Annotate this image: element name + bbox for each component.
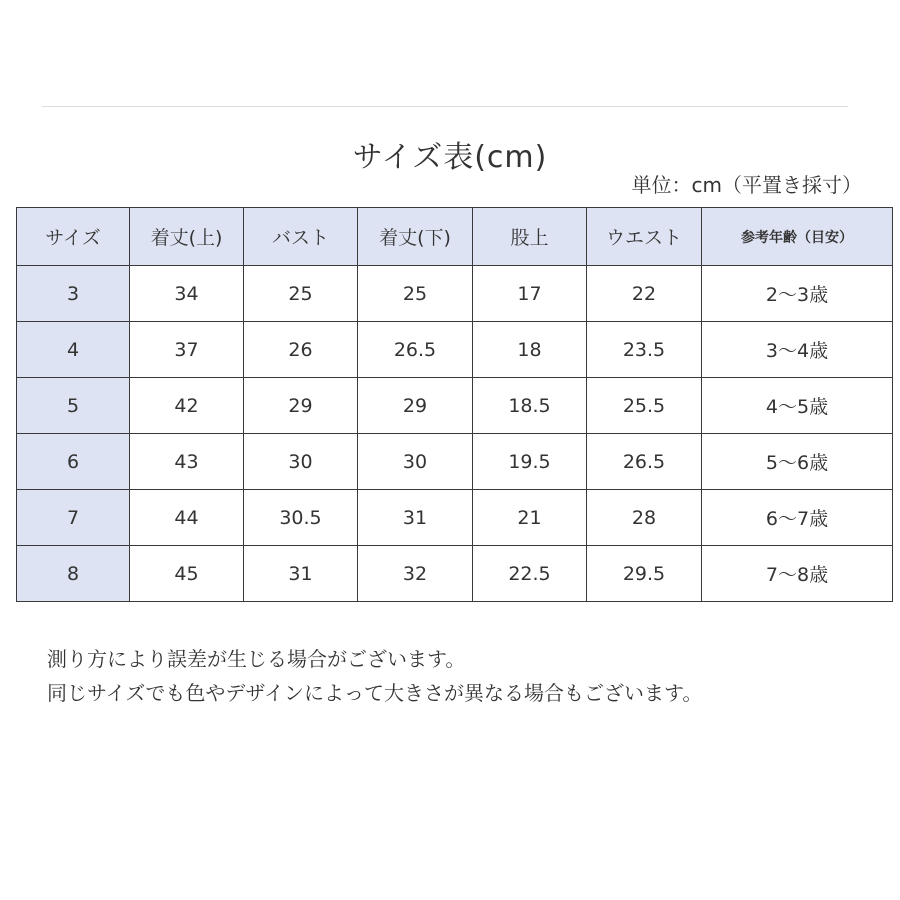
note-measurement-error: 測り方により誤差が生じる場合がございます。 bbox=[47, 647, 466, 671]
header-waist: ウエスト bbox=[587, 208, 702, 266]
table-cell: 32 bbox=[358, 546, 473, 602]
table-cell: 6～7歳 bbox=[702, 490, 893, 546]
header-bottom-length: 着丈(下) bbox=[358, 208, 473, 266]
table-cell: 37 bbox=[130, 322, 244, 378]
table-cell: 21 bbox=[473, 490, 587, 546]
table-cell: 42 bbox=[130, 378, 244, 434]
header-rise: 股上 bbox=[473, 208, 587, 266]
unit-note: 単位：cm（平置き採寸） bbox=[631, 173, 862, 197]
table-cell: 23.5 bbox=[587, 322, 702, 378]
table-row bbox=[17, 378, 893, 434]
notes bbox=[47, 642, 867, 710]
top-divider bbox=[42, 106, 848, 107]
table-cell: 29 bbox=[244, 378, 358, 434]
header-bust: バスト bbox=[244, 208, 358, 266]
header-top-length: 着丈(上) bbox=[130, 208, 244, 266]
table-cell: 31 bbox=[244, 546, 358, 602]
table-cell: 34 bbox=[130, 266, 244, 322]
table-cell: 44 bbox=[130, 490, 244, 546]
table-cell: 29.5 bbox=[587, 546, 702, 602]
table-row bbox=[17, 434, 893, 490]
table-cell: 26.5 bbox=[587, 434, 702, 490]
size-cell: 6 bbox=[17, 434, 130, 490]
table-cell: 25.5 bbox=[587, 378, 702, 434]
table-row bbox=[17, 322, 893, 378]
table-cell: 30 bbox=[244, 434, 358, 490]
table-cell: 18.5 bbox=[473, 378, 587, 434]
size-table bbox=[16, 207, 893, 602]
table-cell: 22.5 bbox=[473, 546, 587, 602]
table-cell: 45 bbox=[130, 546, 244, 602]
table-cell: 26 bbox=[244, 322, 358, 378]
header-size: サイズ bbox=[17, 208, 130, 266]
table-row bbox=[17, 490, 893, 546]
table-cell: 26.5 bbox=[358, 322, 473, 378]
size-cell: 8 bbox=[17, 546, 130, 602]
table-header-row bbox=[17, 208, 893, 266]
table-cell: 4～5歳 bbox=[702, 378, 893, 434]
table-cell: 19.5 bbox=[473, 434, 587, 490]
size-cell: 5 bbox=[17, 378, 130, 434]
size-cell: 3 bbox=[17, 266, 130, 322]
table-cell: 3～4歳 bbox=[702, 322, 893, 378]
size-cell: 4 bbox=[17, 322, 130, 378]
table-cell: 30.5 bbox=[244, 490, 358, 546]
size-cell: 7 bbox=[17, 490, 130, 546]
table-cell: 28 bbox=[587, 490, 702, 546]
table-cell: 29 bbox=[358, 378, 473, 434]
table-row bbox=[17, 546, 893, 602]
table-cell: 30 bbox=[358, 434, 473, 490]
table-row bbox=[17, 266, 893, 322]
table-cell: 5～6歳 bbox=[702, 434, 893, 490]
table-cell: 7～8歳 bbox=[702, 546, 893, 602]
table-cell: 25 bbox=[358, 266, 473, 322]
header-reference-age: 参考年齢（目安） bbox=[702, 208, 893, 266]
table-cell: 25 bbox=[244, 266, 358, 322]
table-cell: 18 bbox=[473, 322, 587, 378]
table-cell: 31 bbox=[358, 490, 473, 546]
note-size-variation: 同じサイズでも色やデザインによって大きさが異なる場合もございます。 bbox=[47, 681, 703, 705]
table-cell: 17 bbox=[473, 266, 587, 322]
table-cell: 2～3歳 bbox=[702, 266, 893, 322]
page-title: サイズ表(cm) bbox=[352, 140, 548, 175]
table-cell: 43 bbox=[130, 434, 244, 490]
table-cell: 22 bbox=[587, 266, 702, 322]
